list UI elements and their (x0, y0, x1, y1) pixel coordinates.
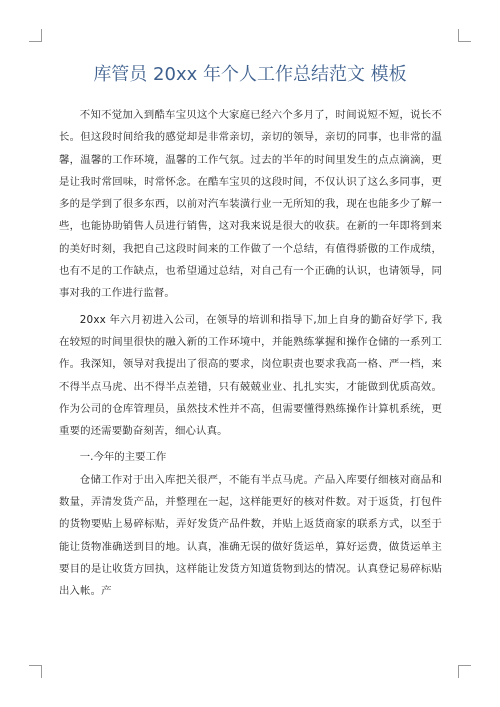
document-body (59, 104, 442, 603)
crop-mark-top-left-v (41, 29, 42, 42)
paragraph-work-history: 20xx 年六月初进入公司，在领导的培训和指导下,加上自身的勤奋好学下, 我在较短的时间里很快的融入新的工作环境中，并能熟练掌握和操作仓储的一系列工作。我深知，领导对我提出了很高的要求，岗位职责也要求我高一格、严一档，来不得半点马虎、出不得半点差错，只有兢兢业业、扎扎实实，才能做到优质高效。作为公司的仓库管理员，虽然技术性并不高，但需要懂得熟练操作计算机系统，更重要的还需要勤奋刻苦，细心认真。 (59, 313, 442, 438)
document-title: 库管员 20xx 年个人工作总结范文 模板 (93, 64, 407, 85)
crop-mark-bottom-right-v (458, 665, 459, 678)
crop-mark-bottom-left-v (41, 665, 42, 678)
crop-mark-top-right-v (458, 29, 459, 42)
crop-mark-bottom-right-h (458, 665, 471, 666)
paragraph-intro: 不知不觉加入到酷车宝贝这个大家庭已经六个多月了，时间说短不短，说长不长。但这段时间给我的感觉却是非常亲切，亲切的领导，亲切的同事，也非常的温馨，温馨的工作环境，温馨的工作气氛。过去的半年的时间里发生的点点滴滴，更是让我时常回味，时常怀念。在酷车宝贝的这段时间，不仅认识了这么多同事，更多的是学到了很多东西，以前对汽车装潢行业一无所知的我，现在也能多少了解一些，也能协助销售人员进行销售，这对我来说是很大的收获。在新的一年即将到来的美好时刻，我把自己这段时间来的工作做了一个总结，有值得骄傲的工作成绩，也有不足的工作缺点，也希望通过总结，对自己有一个正确的认识，也请领导，同事对我的工作进行监督。 (59, 109, 442, 300)
section-heading: 一.今年的主要工作 (79, 451, 167, 464)
crop-mark-top-right-h (458, 41, 471, 42)
paragraph-warehouse-work: 仓储工作对于出入库把关很严，不能有半点马虎。产品入库要仔细核对商品和数量，弄清发货产品，并整理在一起，这样能更好的核对件数。对于返货，打包件的货物要贴上易碎标贴，弄好发货产品件数，并贴上返货商家的联系方式，以至于能让货物准确送到目的地。认真，准确无误的做好货运单，算好运费，做货运单主要目的是让收货方回执，这样能让发货方知道货物到达的情况。认真登记易碎标贴出入帐。产 (59, 473, 442, 598)
